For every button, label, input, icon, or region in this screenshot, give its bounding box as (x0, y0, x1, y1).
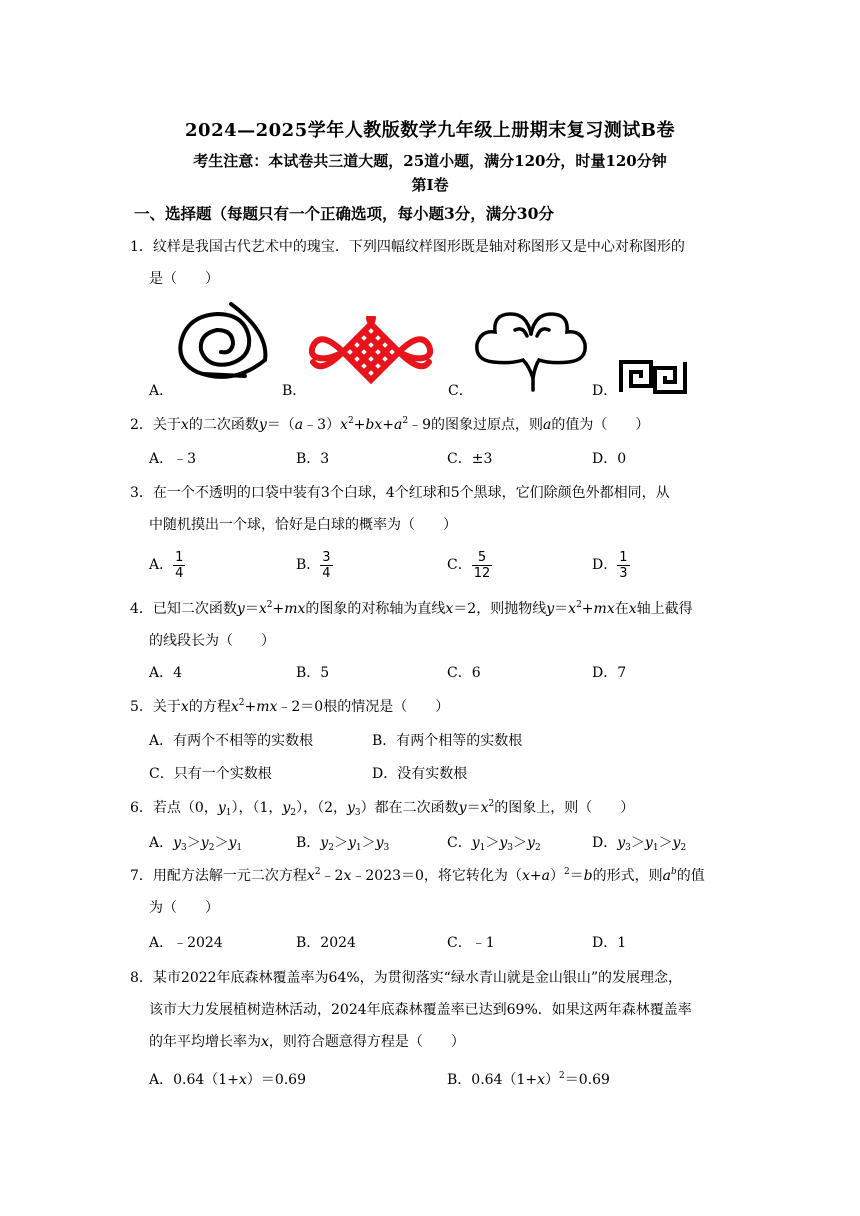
sub: 2 (290, 808, 297, 818)
var: y (617, 835, 626, 851)
exp: 2 (266, 600, 273, 610)
question-3 (130, 477, 740, 541)
var: y (458, 800, 467, 816)
option-a-label: A． (149, 383, 174, 399)
exp: 2 (488, 799, 495, 809)
sub: 1 (225, 808, 232, 818)
text: + (244, 699, 257, 715)
sub: 1 (355, 843, 362, 853)
var: x (238, 1072, 247, 1088)
option-label: A． (149, 557, 174, 573)
numerator: 1 (175, 549, 184, 565)
var: x (628, 601, 637, 617)
sub: 2 (328, 843, 334, 853)
text: 在 (614, 601, 629, 617)
question-5-options-row1 (149, 727, 749, 755)
var: y (258, 417, 267, 433)
exp: 2 (402, 416, 409, 426)
text: ），（1， (231, 800, 283, 816)
sub: 1 (652, 843, 659, 853)
text: ＝ (569, 868, 584, 884)
text: 关于 (152, 699, 181, 715)
option-d (592, 547, 630, 583)
var: x (606, 601, 615, 617)
question-5 (130, 691, 740, 723)
option-label: B． (296, 835, 321, 851)
var: m (256, 699, 270, 715)
denominator: 4 (322, 565, 331, 581)
var: x (343, 868, 352, 884)
option-label: C． (447, 557, 472, 573)
option-a (149, 829, 242, 857)
exp: 2 (314, 867, 321, 877)
text: ）都在二次函数 (360, 800, 459, 816)
option-a: A．﹣2024 (149, 935, 223, 951)
denominator: 4 (175, 565, 184, 581)
text: + (272, 601, 285, 617)
option-c: C．±3 (447, 451, 493, 467)
question-text: 中随机摸出一个球，恰好是白球的概率为（ ） (149, 517, 457, 533)
var: a (394, 417, 403, 433)
var: m (593, 601, 607, 617)
sub: 1 (479, 843, 486, 853)
text: 的值为（ ） (551, 417, 650, 433)
text: ﹣3） (303, 417, 341, 433)
exam-title: 2024—2025学年人教版数学九年级上册期末复习测试B卷 (185, 120, 675, 141)
var: y (375, 835, 384, 851)
var: x (521, 868, 530, 884)
gt: ＞ (186, 835, 201, 851)
exp: 2 (563, 867, 570, 877)
text: A．0.64（1+ (149, 1072, 239, 1088)
option-d: D．1 (592, 935, 627, 951)
option-d: D．0 (592, 451, 627, 467)
option-c: C．只有一个实数根 (149, 766, 272, 782)
option-b: B．2024 (296, 935, 356, 951)
var: y (672, 835, 681, 851)
option-label: D． (592, 557, 618, 573)
sub: 2 (208, 843, 215, 853)
question-number: 7． (130, 868, 153, 884)
var: a (294, 417, 304, 433)
var: x (445, 601, 454, 617)
text: 若点（0， (152, 800, 218, 816)
option-c-label: C． (448, 383, 473, 399)
var: x (374, 417, 383, 433)
gt: ＞ (214, 835, 229, 851)
fraction (173, 550, 185, 581)
var: y (347, 800, 355, 816)
var: x (180, 417, 189, 433)
var: x (537, 1072, 546, 1088)
var: y (236, 601, 245, 617)
meander-pattern-icon (619, 360, 687, 394)
question-6-options (149, 829, 749, 857)
question-number: 4． (130, 601, 153, 617)
option-a (149, 547, 185, 583)
option-b: B．5 (296, 665, 330, 681)
sub: 3 (625, 843, 631, 853)
text: + (581, 601, 594, 617)
text: ＝ (466, 800, 481, 816)
question-2 (130, 409, 740, 441)
fraction (320, 550, 332, 581)
question-1-figures (149, 300, 729, 400)
text: 的值 (676, 868, 705, 884)
section-heading: 一、选择题（每题只有一个正确选项，每小题3分，满分30分 (134, 204, 554, 223)
question-5-options-row2 (149, 760, 749, 788)
var: m (284, 601, 298, 617)
question-number: 2． (130, 417, 153, 433)
option-c (447, 547, 492, 583)
sub: 3 (181, 843, 187, 853)
text: ＝（ (266, 417, 295, 433)
var: x (306, 868, 315, 884)
var: y (320, 835, 329, 851)
question-7 (130, 860, 740, 924)
question-4 (130, 593, 740, 657)
text: ＝0.69 (564, 1072, 610, 1088)
sub: 3 (507, 843, 514, 853)
var: a (662, 868, 671, 884)
option-d: D．没有实数根 (372, 766, 468, 782)
option-b-label: B． (282, 383, 307, 399)
text: B．0.64（1+ (447, 1072, 538, 1088)
var: a (541, 868, 550, 884)
sub: 1 (236, 843, 243, 853)
gt: ＞ (333, 835, 348, 851)
text: ＝ (554, 601, 569, 617)
question-1 (130, 231, 740, 295)
text: 关于 (152, 417, 181, 433)
text: ）＝0.69 (246, 1072, 306, 1088)
text: 的年平均增长率为 (149, 1034, 261, 1050)
var: x (230, 699, 239, 715)
sub: 3 (354, 808, 361, 818)
var: y (644, 835, 653, 851)
question-8 (130, 962, 740, 1058)
exp-var: b (671, 867, 677, 877)
var: y (200, 835, 209, 851)
numerator: 5 (472, 550, 493, 566)
var: y (471, 835, 480, 851)
option-b (296, 547, 333, 583)
option-d (592, 829, 686, 857)
var: y (282, 800, 291, 816)
text: 轴上截得 (636, 601, 693, 617)
question-number: 8． (130, 970, 153, 986)
question-4-options (149, 659, 749, 687)
option-c: C．6 (447, 665, 481, 681)
sub: 3 (383, 843, 390, 853)
var: y (546, 601, 555, 617)
cloud-pattern-icon (471, 300, 593, 392)
text: ＝2，则抛物线 (453, 601, 547, 617)
option-d-label: D． (592, 383, 618, 399)
numerator: 3 (322, 549, 331, 565)
var: x (261, 1034, 269, 1050)
text: 的图象上，则（ ） (494, 800, 635, 816)
option-d: D．7 (592, 665, 627, 681)
text: 已知二次函数 (152, 601, 237, 617)
var: a (543, 417, 552, 433)
question-text: 为（ ） (149, 900, 219, 916)
option-b: B．有两个相等的实数根 (372, 733, 523, 749)
var: x (180, 699, 189, 715)
text: ） (545, 1072, 560, 1088)
question-number: 5． (130, 699, 153, 715)
var: x (269, 699, 278, 715)
text: 的方程 (188, 699, 231, 715)
exp: 2 (238, 698, 245, 708)
option-b (447, 1066, 610, 1094)
question-2-options (149, 445, 749, 473)
chinese-knot-icon (309, 316, 433, 392)
text: 的图象的对称轴为直线 (305, 601, 446, 617)
text: 的二次函数 (188, 417, 259, 433)
var: x (340, 417, 348, 433)
option-a: A．4 (149, 665, 183, 681)
gt: ＞ (658, 835, 673, 851)
var: y (173, 835, 182, 851)
exam-notice: 考生注意：本试卷共三道大题，25道小题，满分120分，时量120分钟 (193, 152, 667, 170)
option-a (149, 1066, 306, 1094)
gt: ＞ (513, 835, 528, 851)
var: b (583, 868, 593, 884)
option-a: A．有两个不相等的实数根 (149, 733, 314, 749)
text: ），（2， (296, 800, 347, 816)
option-label: A． (149, 835, 174, 851)
question-6 (130, 792, 740, 824)
var: y (217, 800, 226, 816)
gt: ＞ (630, 835, 645, 851)
exp: 2 (559, 1071, 565, 1081)
text: 的形式，则 (592, 868, 663, 884)
text: ﹣9的图象过原点，则 (408, 417, 544, 433)
var: x (568, 601, 577, 617)
var: y (228, 835, 237, 851)
question-7-options (149, 929, 749, 957)
option-a: A．﹣3 (149, 451, 197, 467)
text: ﹣2＝0根的情况是（ ） (277, 699, 450, 715)
sub: 2 (680, 843, 687, 853)
fraction (617, 550, 629, 581)
text: ，则符合题意得方程是（ ） (268, 1034, 465, 1050)
question-number: 1． (130, 239, 153, 255)
question-text: 纹样是我国古代艺术中的瑰宝．下列四幅纹样图形既是轴对称图形又是中心对称图形的 (152, 239, 685, 255)
exp: 2 (347, 416, 354, 426)
sub: 2 (534, 843, 541, 853)
text: 用配方法解一元二次方程 (152, 868, 307, 884)
fraction (472, 550, 493, 581)
question-number: 3． (130, 485, 153, 501)
var: x (480, 800, 489, 816)
question-text: 是（ ） (149, 271, 219, 287)
denominator: 3 (619, 565, 628, 581)
text: ﹣2023＝0，将它转化为（ (351, 868, 522, 884)
text: + (529, 868, 542, 884)
option-b: B．3 (296, 451, 330, 467)
option-label: B． (296, 557, 321, 573)
gt: ＞ (361, 835, 376, 851)
question-text: 某市2022年底森林覆盖率为64%，为贯彻落实“绿水青山就是金山银山”的发展理念， (152, 970, 682, 986)
option-c: C．﹣1 (447, 935, 495, 951)
question-text: 的线段长为（ ） (149, 633, 275, 649)
var: y (347, 835, 356, 851)
var: x (297, 601, 306, 617)
var: x (258, 601, 267, 617)
text: ＝ (244, 601, 259, 617)
spiral-pattern-icon (173, 302, 273, 380)
volume-label: 第Ⅰ卷 (411, 176, 449, 194)
question-number: 6． (130, 800, 153, 816)
numerator: 1 (619, 549, 628, 565)
gt: ＞ (485, 835, 500, 851)
text: + (353, 417, 366, 433)
option-b (296, 829, 389, 857)
text: ﹣2 (320, 868, 344, 884)
question-8-options (149, 1066, 749, 1094)
option-label: C． (447, 835, 472, 851)
question-text: 该市大力发展植树造林活动，2024年底森林覆盖率已达到69%．如果这两年森林覆盖率 (149, 1002, 692, 1018)
question-3-options (149, 547, 749, 583)
option-label: D． (592, 835, 618, 851)
exp: 2 (576, 600, 582, 610)
text: ） (549, 868, 564, 884)
var: y (499, 835, 508, 851)
question-text: 在一个不透明的口袋中装有3个白球，4个红球和5个黑球，它们除颜色外都相同，从 (152, 485, 670, 501)
option-c (447, 829, 541, 857)
text: + (382, 417, 395, 433)
var: y (527, 835, 535, 851)
denominator: 12 (473, 565, 491, 581)
var: b (365, 417, 375, 433)
